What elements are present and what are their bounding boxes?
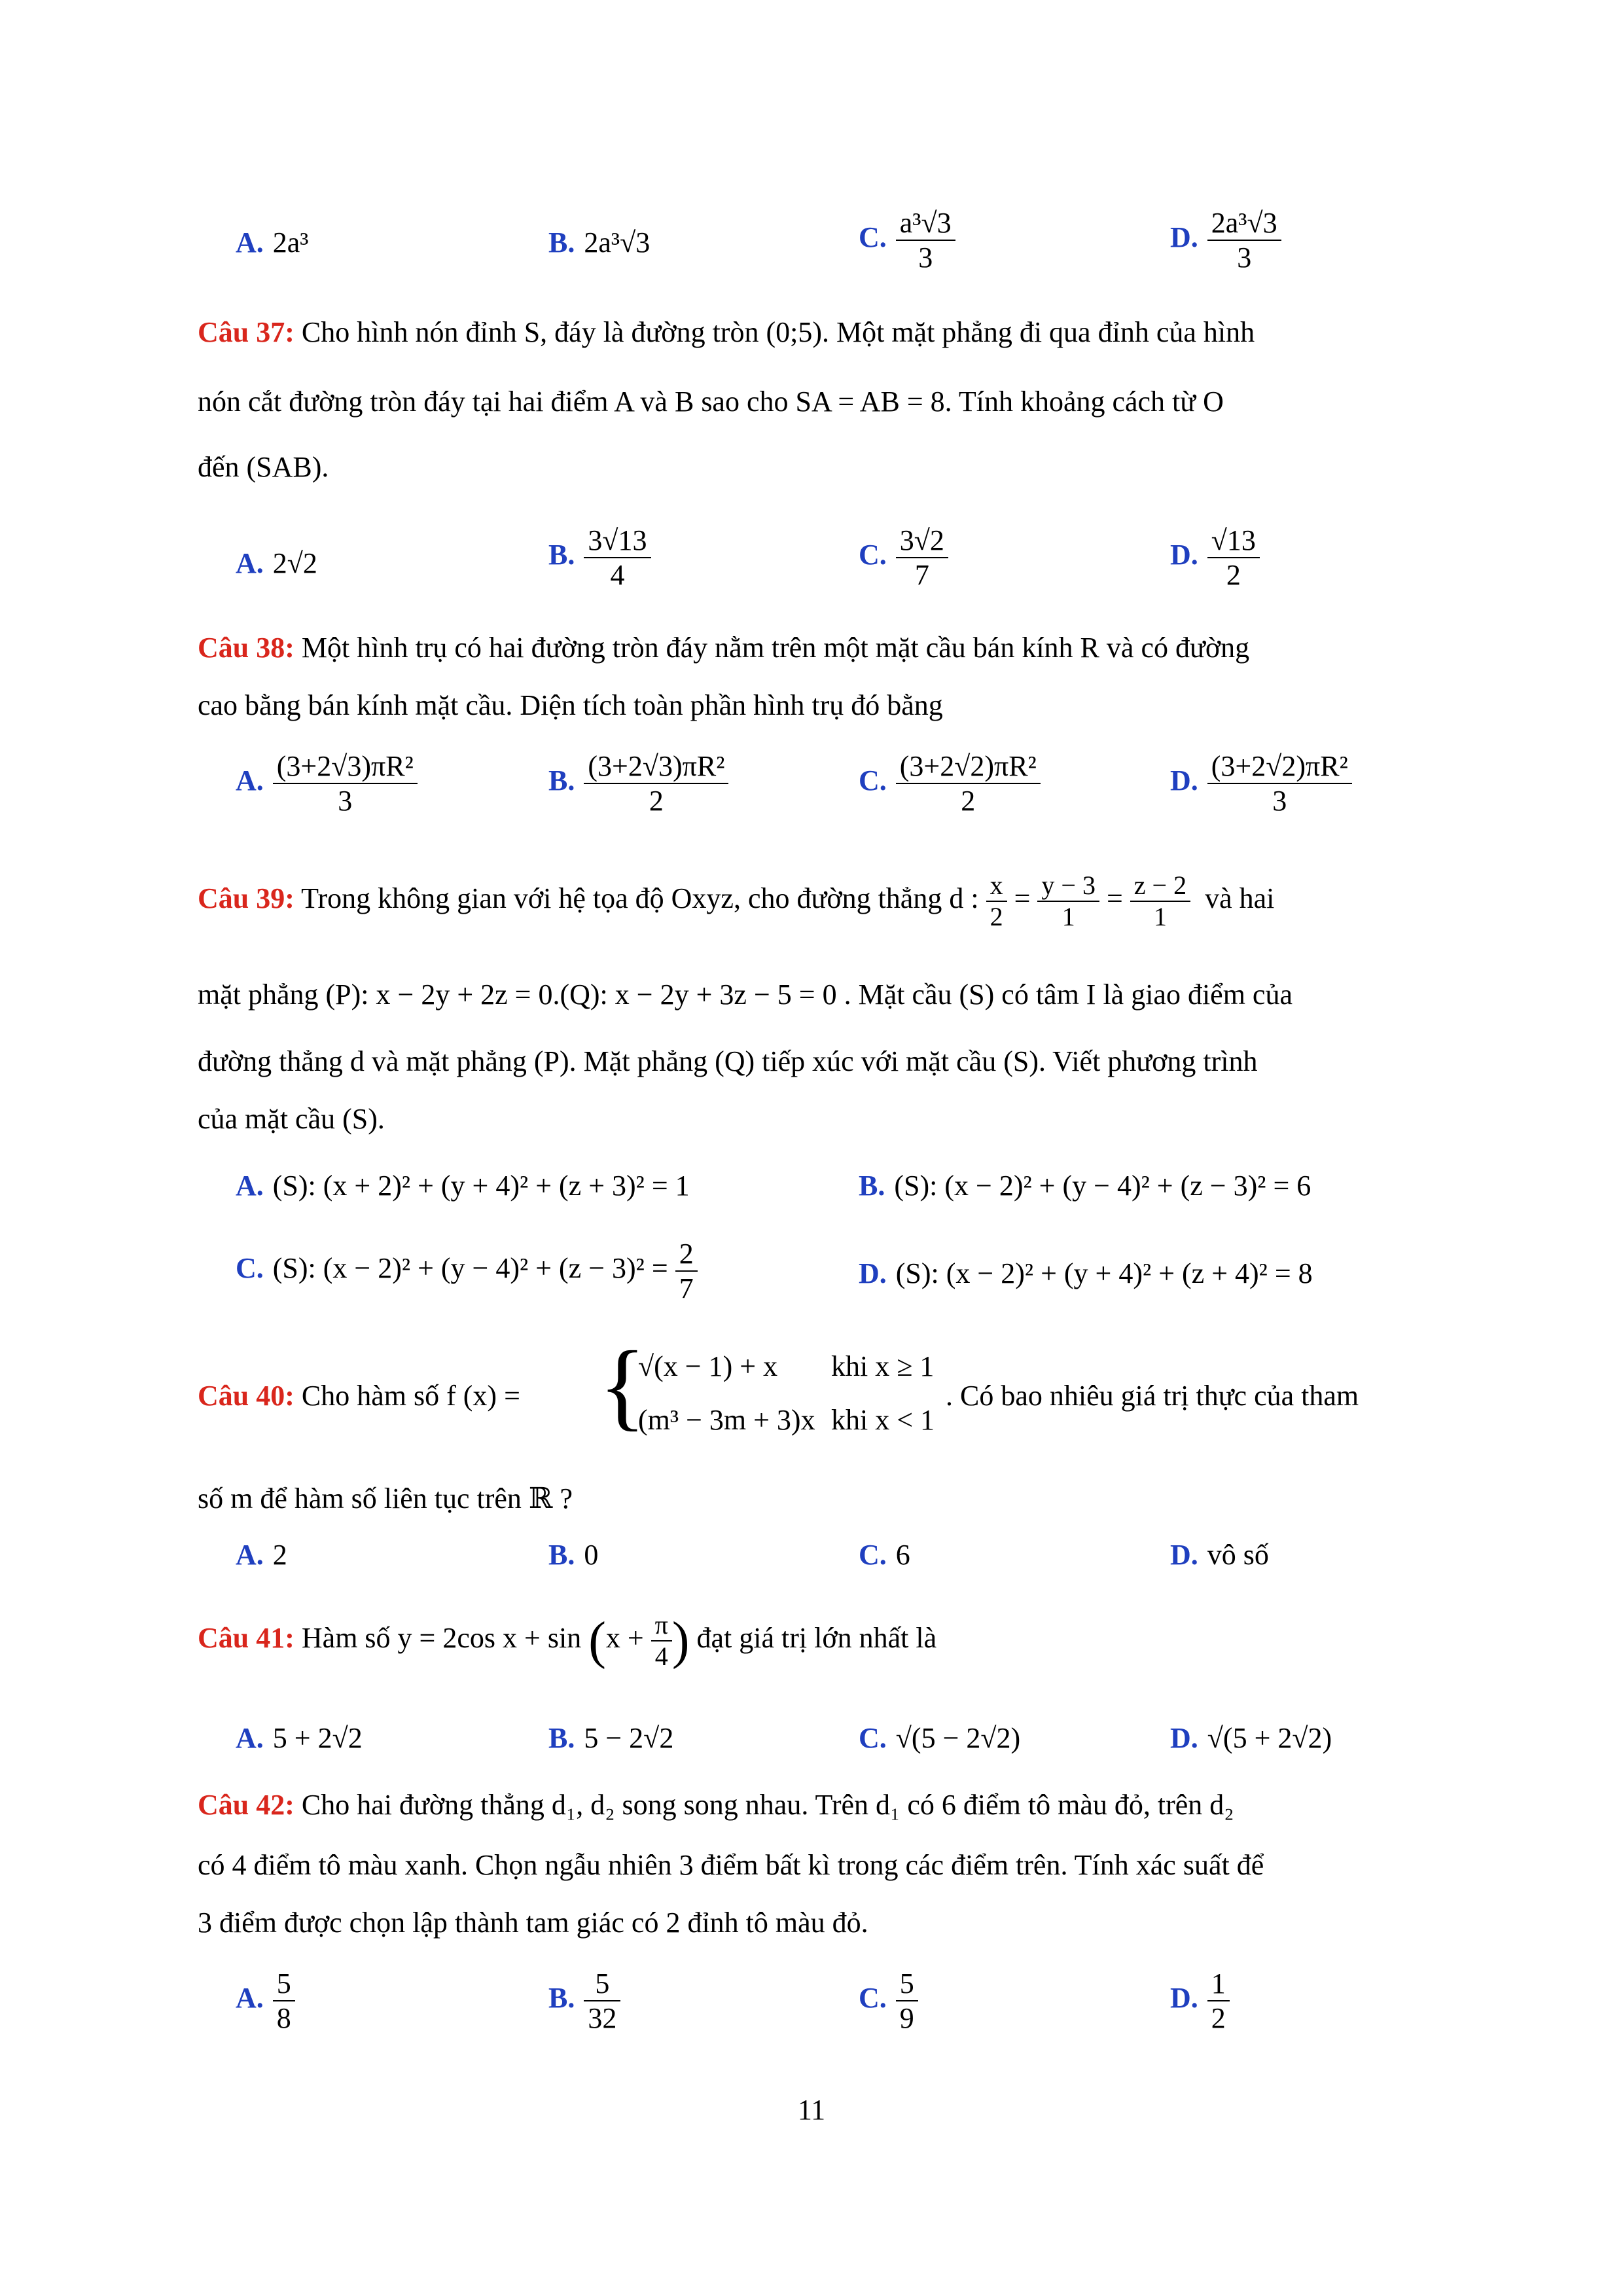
q40-case-2: (m³ − 3m + 3)x (638, 1404, 815, 1436)
q36-option-a[interactable]: A. 2a³ (236, 226, 309, 259)
q40-cond-2: khi x < 1 (831, 1404, 935, 1436)
q36-option-b[interactable]: B. 2a³√3 (548, 226, 651, 259)
q42-option-c[interactable]: C. $\frac{5}{9}$ (859, 1967, 918, 2035)
q39-option-d[interactable]: D. (S): (x − 2)² + (y + 4)² + (z + 4)² = 8 (859, 1257, 1313, 1289)
q39-line-1: Câu 39: Trong không gian với hệ tọa độ Oxyz, cho đường thẳng d : $\frac{x}{2}$ = $\frac{y - 3}{1}$ = $\frac{z - 2}{1}$ và hai (198, 870, 1275, 931)
q37-line-3: đến (SAB). (198, 451, 329, 483)
q37-option-d[interactable]: D. $\frac{√13}{2}$ (1170, 524, 1260, 592)
q40-suffix: . Có bao nhiêu giá trị thực của tham (946, 1380, 1359, 1412)
q42-option-b[interactable]: B. $\frac{5}{32}$ (548, 1967, 620, 2035)
q37-option-c[interactable]: C. $\frac{3√2}{7}$ (859, 524, 948, 592)
q36-option-c[interactable]: C. $\frac{\text{a³√3}}{3}$ (859, 206, 955, 274)
q40-case-1: √(x − 1) + x (638, 1350, 778, 1382)
brace-icon: { (599, 1331, 646, 1440)
q37-line-2: nón cắt đường tròn đáy tại hai điểm A và B sao cho SA = AB = 8. Tính khoảng cách từ O (198, 386, 1224, 418)
q42-line-3: 3 điểm được chọn lập thành tam giác có 2 đỉnh tô màu đỏ. (198, 1907, 868, 1939)
q37-option-a[interactable]: A. 2√2 (236, 547, 317, 579)
q40-option-d[interactable]: D. vô số (1170, 1539, 1269, 1571)
q42-option-d[interactable]: D. $\frac{1}{2}$ (1170, 1967, 1230, 2035)
q39-option-b[interactable]: B. (S): (x − 2)² + (y − 4)² + (z − 3)² = 6 (859, 1170, 1311, 1202)
q42-line-2: có 4 điểm tô màu xanh. Chọn ngẫu nhiên 3 điểm bất kì trong các điểm trên. Tính xác suất để (198, 1849, 1264, 1881)
q41-option-a[interactable]: A. 5 + 2√2 (236, 1722, 363, 1754)
q39-line-2: mặt phẳng (P): x − 2y + 2z = 0.(Q): x − 2y + 3z − 5 = 0 . Mặt cầu (S) có tâm I là giao điểm của (198, 978, 1293, 1011)
q40-line-2: số m để hàm số liên tục trên ℝ ? (198, 1482, 573, 1515)
q39-option-a[interactable]: A. (S): (x + 2)² + (y + 4)² + (z + 3)² = 1 (236, 1170, 690, 1202)
q40-piecewise (599, 1331, 965, 1446)
q40-prefix: Câu 40: Cho hàm số f (x) = (198, 1380, 520, 1412)
q37-line-1: Câu 37: Cho hình nón đỉnh S, đáy là đường tròn (0;5). Một mặt phẳng đi qua đỉnh của hình (198, 316, 1255, 348)
q37-option-b[interactable]: B. $\frac{3√13}{4}$ (548, 524, 651, 592)
q41-option-b[interactable]: B. 5 − 2√2 (548, 1722, 674, 1754)
q38-option-a[interactable]: A. $\frac{\text{(3+2√3)πR²}}{3}$ (236, 749, 418, 817)
q39-line-4: của mặt cầu (S). (198, 1103, 385, 1135)
q42-option-a[interactable]: A. $\frac{5}{8}$ (236, 1967, 295, 2035)
q38-line-1: Câu 38: Một hình trụ có hai đường tròn đáy nằm trên một mặt cầu bán kính R và có đường (198, 632, 1250, 664)
q39-line-3: đường thẳng d và mặt phẳng (P). Mặt phẳng (Q) tiếp xúc với mặt cầu (S). Viết phương trình (198, 1045, 1258, 1077)
q38-option-b[interactable]: B. $\frac{\text{(3+2√3)πR²}}{2}$ (548, 749, 728, 817)
q40-option-b[interactable]: B. 0 (548, 1539, 599, 1571)
q40-cond-1: khi x ≥ 1 (831, 1350, 935, 1382)
q41-option-d[interactable]: D. √(5 + 2√2) (1170, 1722, 1332, 1754)
q38-option-d[interactable]: D. $\frac{\text{(3+2√2)πR²}}{3}$ (1170, 749, 1352, 817)
page-number: 11 (797, 2094, 826, 2126)
q38-line-2: cao bằng bán kính mặt cầu. Diện tích toàn phần hình trụ đó bằng (198, 689, 943, 721)
q40-option-a[interactable]: A. 2 (236, 1539, 287, 1571)
q40-option-c[interactable]: C. 6 (859, 1539, 910, 1571)
q41-option-c[interactable]: C. √(5 − 2√2) (859, 1722, 1021, 1754)
q36-option-d[interactable]: D. $\frac{\text{2a³√3}}{3}$ (1170, 206, 1281, 274)
q42-line-1: Câu 42: Cho hai đường thẳng d₁, d₂ song song nhau. Trên d₁ có 6 điểm tô màu đỏ, trên d₂ (198, 1789, 1234, 1821)
q38-option-c[interactable]: C. $\frac{\text{(3+2√2)πR²}}{2}$ (859, 749, 1041, 817)
q41-line: Câu 41: Hàm số y = 2cos x + sin (x + $\frac{\pi}{4}$ ) đạt giá trị lớn nhất là (198, 1610, 937, 1671)
q39-option-c[interactable]: C. (S): (x − 2)² + (y − 4)² + (z − 3)² = $\frac{2}{7}$ (236, 1237, 698, 1305)
